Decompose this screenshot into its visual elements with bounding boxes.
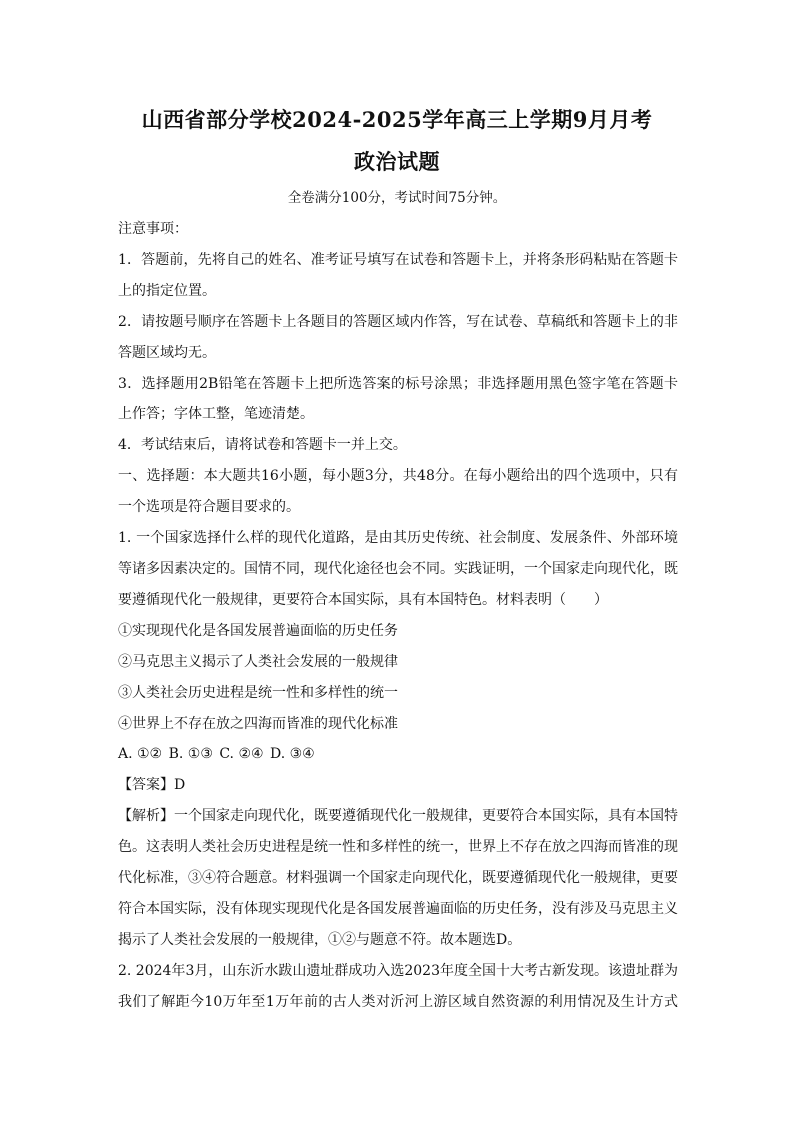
section-heading-line-1: 一、选择题：本大题共16小题，每小题3分，共48分。在每小题给出的四个选项中，只有 [118, 468, 678, 485]
q1-analysis-line-3: 代化标准，③④符合题意。材料强调一个国家走向现代化，既要遵循现代化一般规律，更要 [118, 870, 678, 887]
notice-heading: 注意事项： [118, 221, 188, 237]
q1-analysis-line-4: 符合本国实际，没有体现实现现代化是各国发展普遍面临的历史任务，没有涉及马克思主义 [118, 900, 678, 917]
q1-item-4: ④世界上不存在放之四海而皆准的现代化标准 [118, 715, 398, 732]
section-heading-line-2: 一个选项是符合题目要求的。 [118, 499, 300, 516]
subject-title: 政治试题 [354, 149, 440, 174]
exam-title: 山西省部分学校2024-2025学年高三上学期9月月考 [141, 107, 653, 132]
q1-stem-line-2: 等诸多因素决定的。国情不同，现代化途径也会不同。实践证明，一个国家走向现代化，既 [118, 560, 678, 577]
q1-analysis-line-2: 色。这表明人类社会历史进程是统一性和多样性的统一，世界上不存在放之四海而皆准的现 [118, 839, 678, 856]
q1-option-d: D. ③④ [270, 746, 315, 763]
q1-item-2: ②马克思主义揭示了人类社会发展的一般规律 [118, 653, 398, 670]
q1-item-1: ①实现现代化是各国发展普遍面临的历史任务 [118, 622, 398, 639]
q1-stem-line-1: 1. 一个国家选择什么样的现代化道路，是由其历史传统、社会制度、发展条件、外部环境 [118, 530, 678, 547]
q1-stem-line-3: 要遵循现代化一般规律，更要符合本国实际，具有本国特色。材料表明（ ） [118, 591, 608, 608]
q2-stem-line-2: 我们了解距今10万年至1万年前的古人类对沂河上游区域自然资源的利用情况及生计方式 [118, 993, 678, 1010]
notice-2-line-1: 2．请按题号顺序在答题卡上各题目的答题区域内作答，写在试卷、草稿纸和答题卡上的非 [118, 313, 678, 330]
notice-1-line-2: 上的指定位置。 [118, 282, 216, 299]
document-body [118, 214, 678, 1018]
notice-3-line-1: 3．选择题用2B铅笔在答题卡上把所选答案的标号涂黑；非选择题用黑色签字笔在答题卡 [118, 375, 678, 392]
q1-answer: 【答案】D [118, 777, 186, 794]
notice-4-line-1: 4．考试结束后，请将试卷和答题卡一并上交。 [118, 437, 407, 454]
notice-1-line-1: 1．答题前，先将自己的姓名、准考证号填写在试卷和答题卡上，并将条形码粘贴在答题卡 [118, 251, 678, 268]
q1-option-c: C. ②④ [219, 746, 264, 763]
notice-3-line-2: 上作答；字体工整，笔迹清楚。 [118, 406, 314, 423]
q1-option-a: A. ①② [118, 746, 163, 763]
exam-info: 全卷满分100分，考试时间75分钟。 [287, 190, 507, 206]
q1-analysis-line-5: 揭示了人类社会发展的一般规律，①②与题意不符。故本题选D。 [118, 931, 522, 948]
q1-options [118, 739, 678, 770]
q2-stem-line-1: 2. 2024年3月，山东沂水跋山遗址群成功入选2023年度全国十大考古新发现。该遗址群为 [118, 962, 678, 979]
notice-2-line-2: 答题区域均无。 [118, 344, 216, 361]
q1-item-3: ③人类社会历史进程是统一性和多样性的统一 [118, 684, 398, 701]
q1-option-b: B. ①③ [168, 746, 213, 763]
q1-analysis-line-1: 【解析】一个国家走向现代化，既要遵循现代化一般规律，更要符合本国实际，具有本国特 [118, 808, 678, 825]
